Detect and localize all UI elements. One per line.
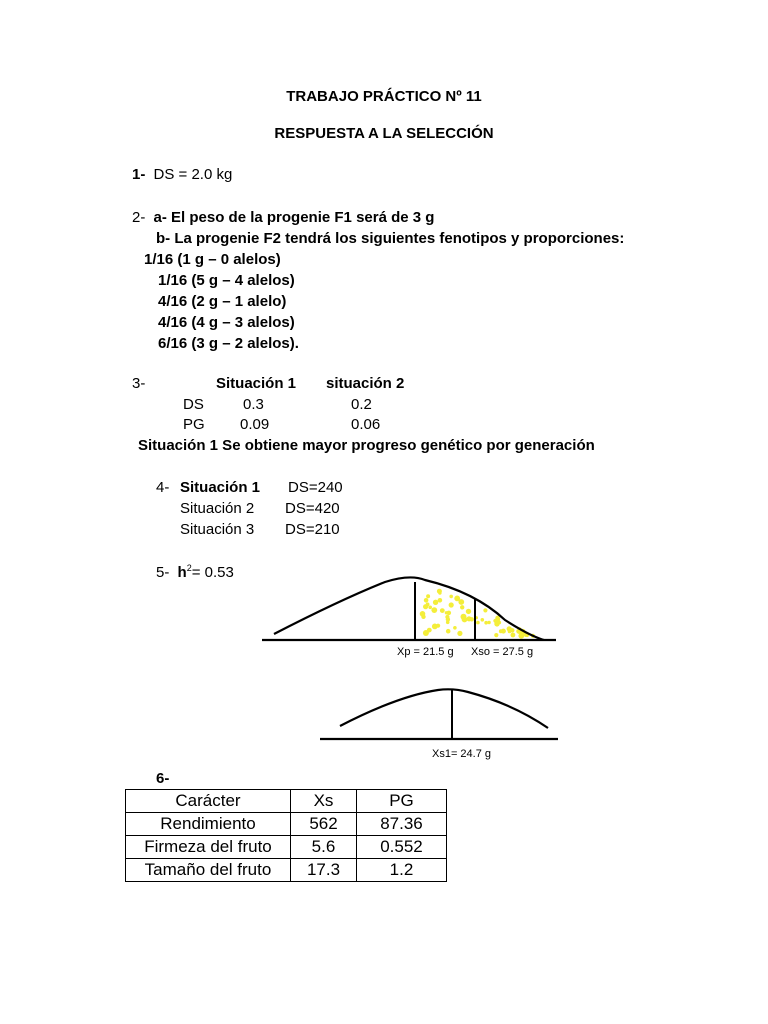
page-subtitle: RESPUESTA A LA SELECCIÓN — [274, 125, 494, 142]
yellow-dot — [446, 617, 450, 621]
q3-ds2: 0.2 — [351, 396, 372, 413]
table-cell: Rendimiento — [126, 813, 291, 836]
table-cell: 562 — [291, 813, 357, 836]
table-cell: Firmeza del fruto — [126, 836, 291, 859]
yellow-dot — [454, 596, 460, 602]
q3-pg2: 0.06 — [351, 416, 381, 433]
xso-label: Xso = 27.5 g — [471, 646, 534, 658]
yellow-dot — [427, 629, 430, 632]
q4-situation: Situación 3 — [180, 521, 255, 538]
q2-item: 1/16 (1 g – 0 alelos) — [144, 251, 281, 268]
yellow-dot — [484, 621, 488, 625]
yellow-dot — [476, 621, 480, 625]
yellow-dot — [445, 611, 448, 614]
table-cell: 1.2 — [357, 859, 447, 882]
table-row — [126, 836, 447, 859]
yellow-dot — [433, 600, 438, 605]
yellow-dot — [432, 624, 438, 630]
xp-label: Xp = 21.5 g — [397, 646, 454, 658]
table-row — [126, 813, 447, 836]
q4-ds: DS=210 — [285, 521, 340, 538]
q3-pg1: 0.09 — [240, 416, 270, 433]
yellow-dot — [449, 602, 454, 607]
yellow-dot — [446, 629, 451, 634]
yellow-dot — [494, 633, 498, 637]
q1-text: DS = 2.0 kg — [153, 166, 233, 183]
table-header-row — [126, 790, 447, 813]
yellow-dot — [511, 633, 516, 638]
q3-pg-label: PG — [183, 416, 205, 433]
yellow-dot — [438, 598, 443, 603]
yellow-dot — [460, 605, 464, 609]
q4-ds: DS=420 — [285, 500, 340, 517]
yellow-dot — [516, 630, 519, 633]
q6-number: 6- — [156, 770, 170, 787]
offspring-distribution-figure — [318, 684, 560, 744]
yellow-dot — [522, 633, 525, 636]
yellow-dot — [424, 598, 429, 603]
q3-col2-header: situación 2 — [326, 375, 405, 392]
yellow-dot — [466, 609, 471, 614]
yellow-dot — [449, 595, 453, 599]
q5-line — [156, 564, 234, 582]
q3-number: 3- — [132, 375, 146, 392]
q5-h-value: = 0.53 — [191, 564, 234, 581]
q5-h-symbol: h — [177, 564, 187, 581]
yellow-dot — [481, 618, 485, 622]
yellow-dot — [495, 617, 500, 622]
table-cell: Tamaño del fruto — [126, 859, 291, 882]
q3-conclusion: Situación 1 Se obtiene mayor progreso genético por generación — [138, 437, 595, 454]
table-cell: 87.36 — [357, 813, 447, 836]
header-cell: Xs — [291, 790, 357, 813]
q5-number: 5- — [156, 564, 170, 581]
yellow-dot — [461, 614, 467, 620]
table-cell: 5.6 — [291, 836, 357, 859]
q1-number: 1- — [132, 166, 146, 183]
q2-a-text: a- El peso de la progenie F1 será de 3 g — [153, 209, 435, 226]
q4-number: 4- — [156, 479, 170, 496]
q2-b-text: b- La progenie F2 tendrá los siguientes fenotipos y proporciones: — [156, 230, 625, 247]
q3-ds1: 0.3 — [243, 396, 264, 413]
yellow-dot — [457, 631, 462, 636]
yellow-dot — [431, 607, 437, 613]
header-cell: PG — [357, 790, 447, 813]
page-title: TRABAJO PRÁCTICO Nº 11 — [286, 88, 482, 105]
q2-item: 6/16 (3 g – 2 alelos). — [158, 335, 299, 352]
yellow-dot — [437, 589, 442, 594]
q3-col1-header: Situación 1 — [216, 375, 297, 392]
yellow-dot — [428, 606, 432, 610]
offspring-curve — [340, 689, 548, 728]
q1-line — [132, 166, 232, 184]
table-cell: 0.552 — [357, 836, 447, 859]
q5-h-exponent: 2 — [186, 563, 192, 573]
q4-ds: DS=240 — [288, 479, 343, 496]
yellow-dot — [453, 626, 457, 630]
yellow-dot — [501, 629, 506, 634]
table-cell: 17.3 — [291, 859, 357, 882]
yellow-dot — [483, 608, 487, 612]
q4-situation: Situación 2 — [180, 500, 255, 517]
q2-a-line — [132, 209, 434, 227]
yellow-dot — [494, 621, 499, 626]
xs1-label: Xs1= 24.7 g — [432, 748, 492, 760]
q4-situation: Situación 1 — [180, 479, 261, 496]
yellow-dot — [421, 615, 425, 619]
yellow-dot — [426, 594, 430, 598]
q2-item: 4/16 (2 g – 1 alelo) — [158, 293, 287, 310]
results-table — [125, 789, 447, 882]
q2-item: 4/16 (4 g – 3 alelos) — [158, 314, 295, 331]
header-cell: Carácter — [126, 790, 291, 813]
yellow-dot — [487, 621, 490, 624]
yellow-dot — [426, 603, 430, 607]
yellow-dot — [510, 628, 514, 632]
q2-number: 2- — [132, 209, 146, 226]
q2-item: 1/16 (5 g – 4 alelos) — [158, 272, 295, 289]
yellow-dot — [467, 616, 472, 621]
yellow-dot — [440, 608, 445, 613]
q3-ds-label: DS — [183, 396, 204, 413]
table-row — [126, 859, 447, 882]
